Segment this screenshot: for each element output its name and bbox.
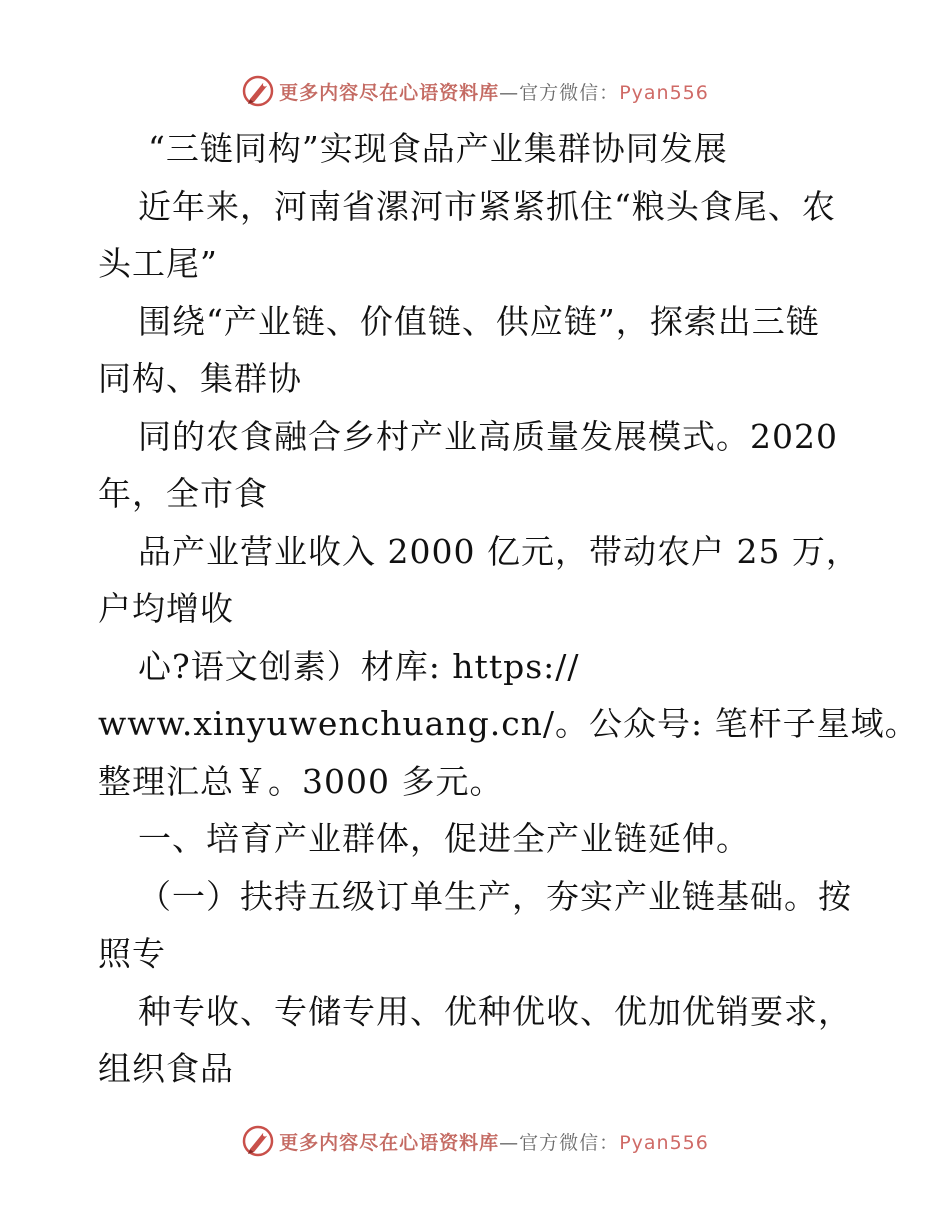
banner-wechat-label: 官方微信： (519, 1131, 620, 1154)
paragraph-line: 同的农食融合乡村产业高质量发展模式。2020 (138, 416, 838, 456)
banner-text (279, 78, 709, 105)
document-title: “三链同构”实现食品产业集群协同发展 (148, 129, 728, 168)
paragraph-line: www.xinyuwenchuang.cn/。公众号: 笔杆子星域。 (98, 704, 919, 743)
paragraph-line: 整理汇总￥。3000 多元。 (98, 761, 504, 801)
paragraph-line: 围绕“产业链、价值链、供应链”，探索出三链 (138, 301, 820, 341)
paragraph-line: 组织食品 (98, 1049, 234, 1088)
paragraph-line: 品产业营业收入 2000 亿元，带动农户 25 万， (138, 531, 860, 571)
banner-wechat-id: Pyan556 (619, 1131, 709, 1154)
paragraph-line: 种专收、专储专用、优种优收、优加优销要求， (138, 991, 852, 1031)
paragraph-line: 同构、集群协 (98, 359, 302, 398)
paragraph-line: 头工尾” (98, 244, 218, 283)
paragraph-line: 近年来，河南省漯河市紧紧抓住“粮头食尾、农 (138, 186, 836, 226)
paragraph-line: 户均增收 (98, 589, 234, 628)
banner-main-text: 更多内容尽在心语资料库 (279, 1131, 500, 1154)
banner-dash: — (499, 1131, 520, 1154)
pen-logo-icon (241, 74, 275, 108)
paragraph-line: 年，全市食 (98, 474, 268, 513)
banner-main-text: 更多内容尽在心语资料库 (279, 81, 500, 104)
subsection-heading: （一）扶持五级订单生产，夯实产业链基础。按 (138, 876, 852, 916)
banner-wechat-label: 官方微信： (519, 81, 620, 104)
document-body (98, 120, 919, 1098)
paragraph-line: 照专 (98, 934, 166, 973)
header-watermark-banner (0, 71, 950, 111)
paragraph-line: 心?语文创素）材库: https:// (138, 646, 580, 686)
section-heading: 一、培育产业群体，促进全产业链延伸。 (138, 819, 750, 858)
footer-watermark-banner (0, 1121, 950, 1161)
banner-text (279, 1128, 709, 1155)
banner-wechat-id: Pyan556 (619, 81, 709, 104)
banner-dash: — (499, 81, 520, 104)
pen-logo-icon (241, 1124, 275, 1158)
